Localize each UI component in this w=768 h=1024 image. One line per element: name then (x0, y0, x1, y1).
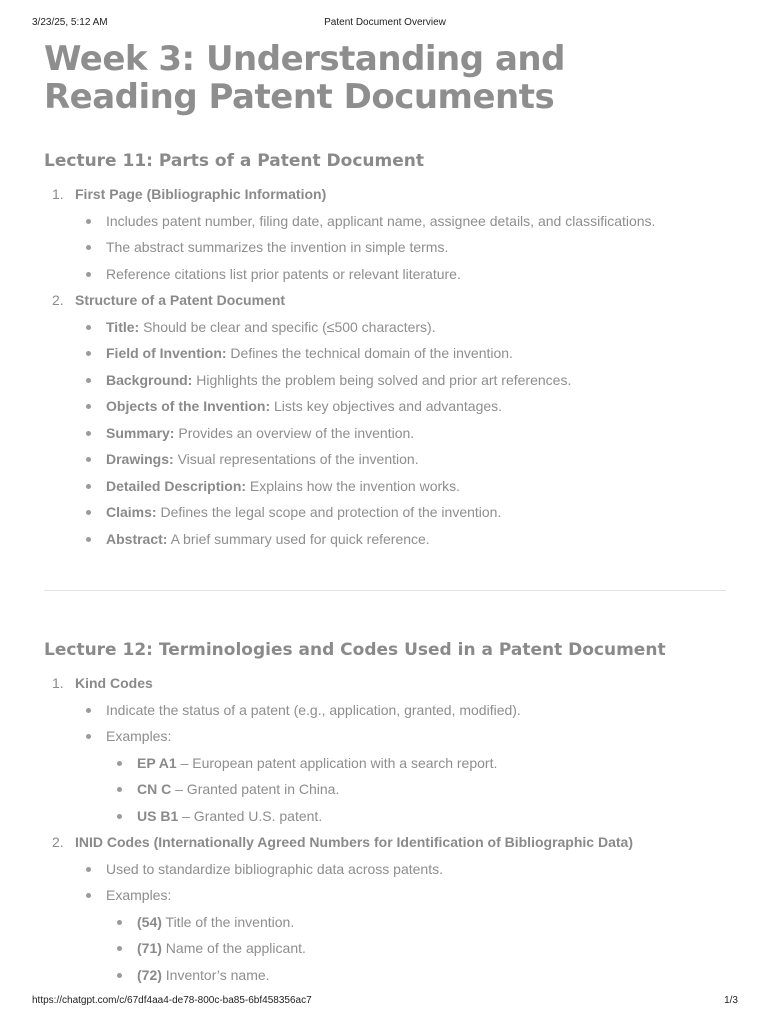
example-text: Inventor’s name. (161, 966, 270, 983)
item-text: Visual representations of the invention. (173, 451, 419, 467)
lecture-12-sections (44, 670, 726, 988)
item-text: Defines the technical domain of the invention. (226, 345, 513, 361)
example-item (106, 750, 726, 777)
list-item (75, 340, 726, 367)
example-code: EP A1 (137, 754, 177, 771)
list-item (75, 208, 726, 235)
item-label: Background: (106, 371, 193, 388)
print-page-title: Patent Document Overview (324, 17, 446, 28)
bullet-list (75, 208, 726, 288)
list-item-text: Indicate the status of a patent (e.g., application, granted, modified). (106, 701, 521, 718)
item-text: A brief summary used for quick reference. (167, 530, 430, 547)
bullet-list (75, 314, 726, 553)
section-item (44, 670, 726, 829)
list-item-text: Reference citations list prior patents or relevant literature. (106, 265, 461, 282)
examples-list (106, 909, 726, 989)
example-code: (71) (137, 940, 162, 956)
section-item (44, 287, 726, 552)
example-item (106, 909, 726, 936)
section-heading: INID Codes (Internationally Agreed Numbers for Identification of Bibliographic Data) (75, 834, 633, 850)
document-title: Week 3: Understanding and Reading Patent Documents (44, 39, 565, 117)
example-code: US B1 (137, 807, 179, 824)
item-label: Abstract: (106, 530, 168, 547)
lecture-12-title: Lecture 12: Terminologies and Codes Used in a Patent Document (44, 640, 666, 660)
section-number: 2. (52, 834, 64, 850)
spacer (44, 591, 726, 639)
item-label: Title: (106, 318, 140, 335)
list-item (75, 856, 726, 883)
example-text: Title of the invention. (161, 913, 295, 930)
item-label: Summary: (106, 424, 175, 441)
item-text: Lists key objectives and advantages. (270, 398, 503, 414)
example-code: (54) (137, 913, 162, 930)
list-item (75, 499, 726, 526)
example-item (106, 776, 726, 803)
print-datetime: 3/23/25, 5:12 AM (32, 17, 108, 28)
list-item (75, 420, 726, 447)
item-label: Drawings: (106, 451, 174, 467)
item-text: Defines the legal scope and protection of the invention. (156, 504, 502, 520)
section-heading: Structure of a Patent Document (75, 292, 286, 308)
example-text: Name of the applicant. (161, 940, 306, 956)
section-heading: Kind Codes (75, 675, 153, 691)
list-item (75, 393, 726, 420)
print-footer (32, 995, 738, 1009)
spacer (44, 552, 726, 590)
bullet-list (75, 697, 726, 830)
list-item (75, 697, 726, 724)
examples-list (106, 750, 726, 830)
item-label: Claims: (106, 504, 157, 520)
page-url: https://chatgpt.com/c/67df4aa4-de78-800c-ba85-6bf458356ac7 (32, 995, 312, 1006)
section-number: 1. (52, 675, 64, 691)
section-item (44, 181, 726, 287)
example-code: CN C (137, 781, 172, 797)
list-item (75, 261, 726, 288)
example-item (106, 803, 726, 830)
section-heading: First Page (Bibliographic Information) (75, 186, 327, 202)
section-number: 1. (52, 186, 64, 202)
examples-label: Examples: (106, 887, 172, 903)
example-text: – Granted patent in China. (171, 781, 340, 797)
document-content (44, 40, 726, 988)
item-text: Should be clear and specific (≤500 characters). (139, 318, 436, 335)
example-item (106, 962, 726, 989)
lecture-11-sections (44, 181, 726, 552)
list-item (75, 526, 726, 553)
lecture-11-title: Lecture 11: Parts of a Patent Document (44, 151, 425, 171)
example-code: (72) (137, 966, 162, 983)
section-item (44, 829, 726, 988)
list-item-text: The abstract summarizes the invention in simple terms. (106, 239, 449, 255)
list-item (75, 314, 726, 341)
example-item (106, 935, 726, 962)
examples-label: Examples: (106, 728, 172, 744)
list-item (75, 882, 726, 988)
bullet-list (75, 856, 726, 989)
item-label: Detailed Description: (106, 477, 247, 494)
section-number: 2. (52, 292, 64, 308)
list-item (75, 473, 726, 500)
item-text: Highlights the problem being solved and prior art references. (192, 371, 572, 388)
list-item (75, 446, 726, 473)
list-item (75, 723, 726, 829)
item-label: Objects of the Invention: (106, 398, 271, 414)
list-item (75, 234, 726, 261)
item-text: Explains how the invention works. (246, 477, 461, 494)
item-label: Field of Invention: (106, 345, 227, 361)
example-text: – European patent application with a search report. (176, 754, 498, 771)
item-text: Provides an overview of the invention. (174, 424, 415, 441)
page-number: 1/3 (724, 995, 738, 1006)
print-header (32, 17, 738, 31)
example-text: – Granted U.S. patent. (178, 807, 323, 824)
list-item (75, 367, 726, 394)
list-item-text: Includes patent number, filing date, applicant name, assignee details, and classifications. (106, 212, 656, 229)
list-item-text: Used to standardize bibliographic data across patents. (106, 860, 443, 877)
